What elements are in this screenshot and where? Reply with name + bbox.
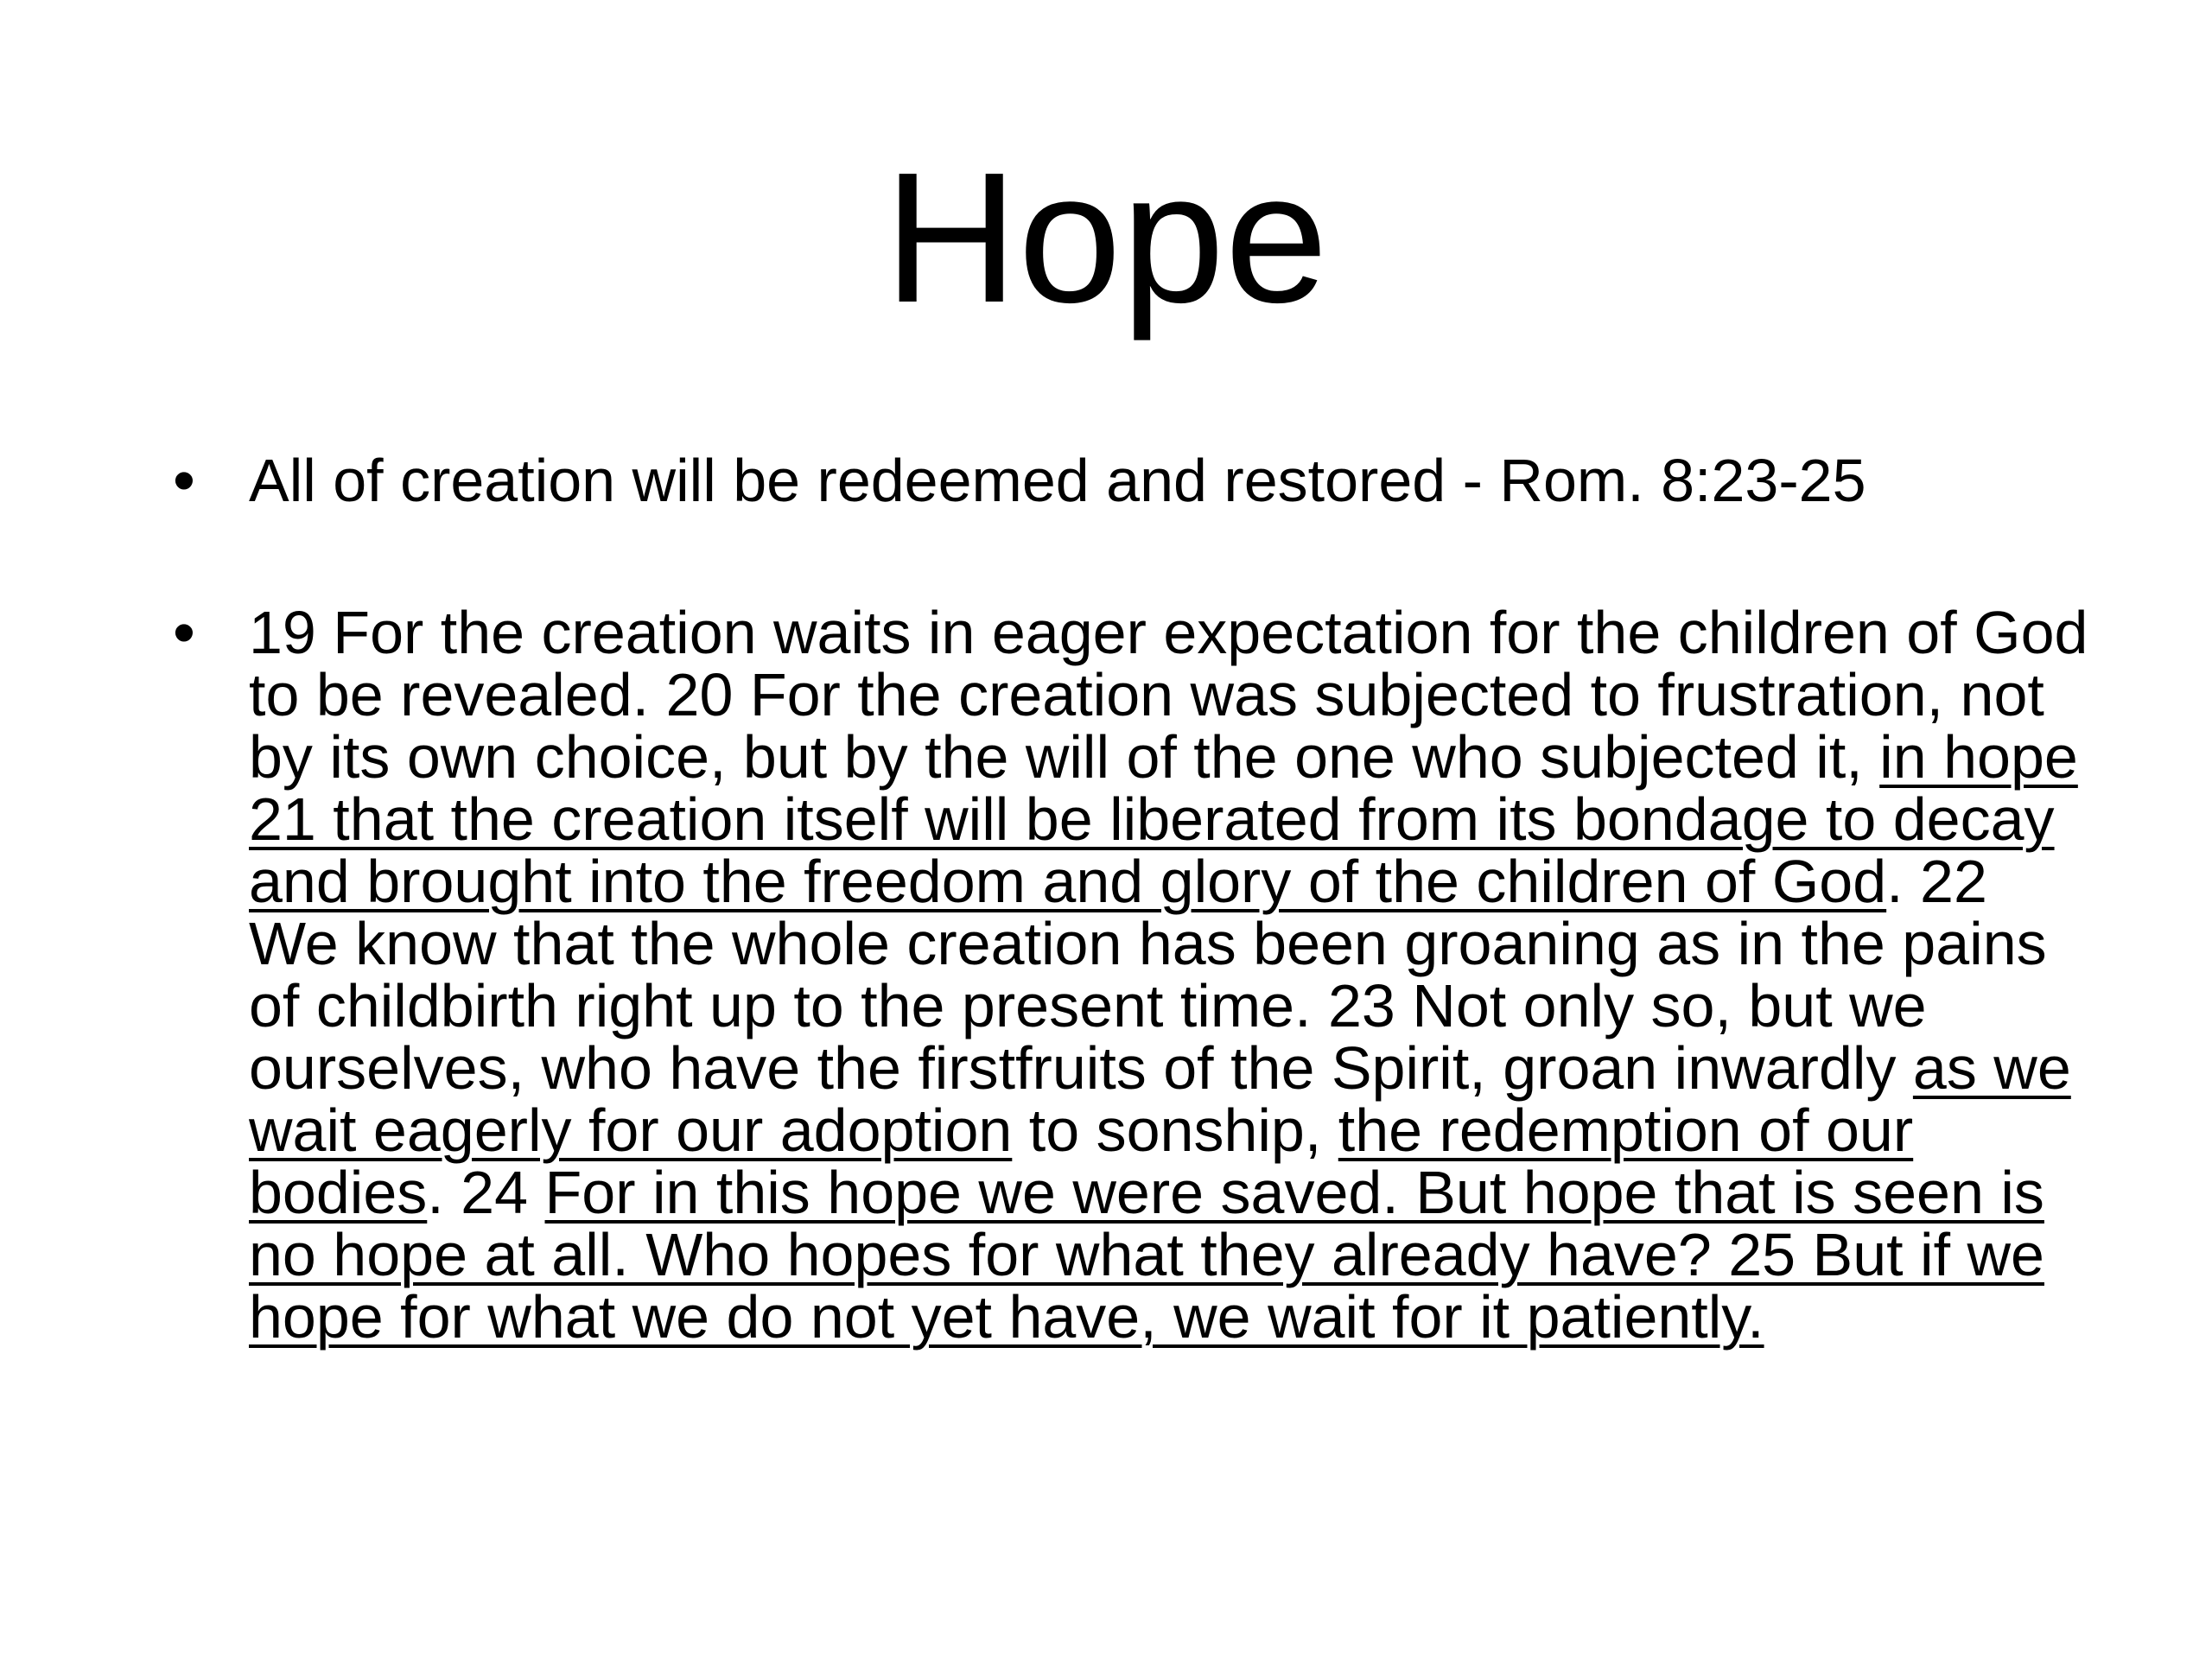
underlined-verse-text: as we wait eagerly for our adoption — [249, 1034, 2071, 1164]
slide-title: Hope — [884, 133, 1328, 341]
bullet-2-text — [249, 599, 2088, 1351]
bullet-1-text: All of creation will be redeemed and restored - Rom. 8:23-25 — [249, 447, 1866, 514]
bullet-dot-icon: • — [173, 596, 195, 668]
bullet-list — [173, 444, 2091, 1351]
underlined-verse-text: in hope 21 that the creation itself will be liberated from its bondage to decay and brought into the freedom and glory of the children of God — [249, 723, 2078, 915]
verse-text: . 22 We know that the whole creation has been groaning as in the pains of childbirth right up to the present time. 23 Not only so, but we ourselves, who have the firstfruits of the Spirit, groan inwardly — [249, 848, 2047, 1102]
verse-text: 19 For the creation waits in eager expectation for the children of God to be revealed. 20 For the creation was subjected to frustration, not by its own choice, but by the will of the one who subjected it, — [249, 599, 2088, 791]
bullet-item-2 — [173, 596, 2091, 1351]
underlined-verse-text: For in this hope we were saved. But hope that is seen is no hope at all. Who hopes for what they already have? 25 But if we hope for what we do not yet have, we wait for it patiently. — [249, 1159, 2044, 1351]
bullet-item-1 — [173, 444, 2091, 516]
verse-text: to sonship, — [1012, 1096, 1338, 1164]
verse-text: . 24 — [427, 1159, 545, 1226]
bullet-dot-icon: • — [173, 444, 195, 516]
underlined-verse-text: the redemption of our bodies — [249, 1096, 1914, 1226]
